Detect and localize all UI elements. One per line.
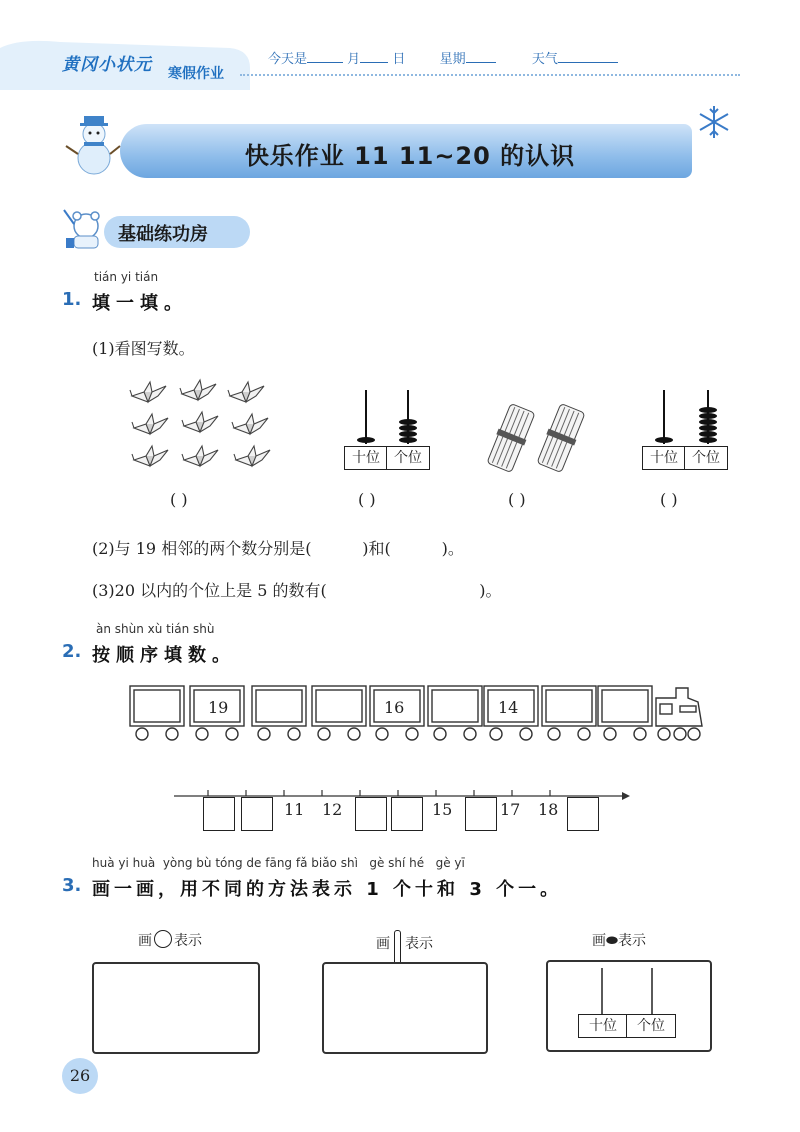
drawing-area-circles[interactable] bbox=[92, 962, 260, 1054]
brand-logo: 黄冈小状元 bbox=[62, 55, 152, 75]
number-line-label-15: 15 bbox=[432, 800, 453, 819]
q2-number: 2. bbox=[62, 641, 82, 662]
q1-sub3[interactable]: (3)20 以内的个位上是 5 的数有( )。 bbox=[92, 581, 502, 600]
q1-title: 填一填。 bbox=[92, 293, 188, 314]
weather-label: 天气 bbox=[531, 52, 558, 67]
month-label: 月 bbox=[347, 52, 361, 67]
q1-sub1: (1)看图写数。 bbox=[92, 339, 195, 358]
q3-number: 3. bbox=[62, 875, 82, 896]
q2-title: 按顺序填数。 bbox=[92, 645, 236, 666]
number-line-label-18: 18 bbox=[538, 800, 559, 819]
abacus2-ones-label: 个位 bbox=[684, 446, 728, 470]
q1-sub2[interactable]: (2)与 19 相邻的两个数分别是( )和( )。 bbox=[92, 539, 464, 558]
date-row bbox=[268, 48, 618, 67]
number-line-box[interactable] bbox=[567, 797, 599, 831]
header-divider bbox=[240, 74, 740, 76]
answer-paren-abacus1[interactable]: ( ) bbox=[358, 490, 376, 509]
brand-subtitle: 寒假作业 bbox=[168, 66, 224, 82]
circle-icon bbox=[154, 930, 172, 948]
day-label: 日 bbox=[392, 52, 406, 67]
number-line-label-12: 12 bbox=[322, 800, 343, 819]
section-label: 基础练功房 bbox=[118, 224, 208, 245]
abacus-2-image bbox=[644, 388, 734, 446]
draw-label-bead: 画⬬表示 bbox=[592, 933, 646, 949]
drawing-area-sticks[interactable] bbox=[322, 962, 488, 1054]
train-car-number-19: 19 bbox=[208, 698, 229, 717]
answer-paren-cranes[interactable]: ( ) bbox=[170, 490, 188, 509]
draw-label-stick: 画 表示 bbox=[376, 930, 433, 966]
abacus-1-image bbox=[344, 388, 434, 446]
abacus1-ones-label: 个位 bbox=[386, 446, 430, 470]
paper-cranes-image bbox=[128, 378, 278, 478]
draw-abacus-tens-label: 十位 bbox=[578, 1014, 628, 1038]
number-line-box[interactable] bbox=[241, 797, 273, 831]
number-line-box[interactable] bbox=[203, 797, 235, 831]
q3-pinyin: huà yi huà yòng bù tóng de fāng fǎ biǎo shì gè shí hé gè yī bbox=[92, 856, 465, 870]
stick-bundles-image bbox=[486, 402, 586, 474]
draw-label-circle: 画 表示 bbox=[138, 930, 202, 950]
q1-pinyin: tián yi tián bbox=[94, 270, 159, 284]
number-line-box[interactable] bbox=[355, 797, 387, 831]
q3-title: 画一画，用不同的方法表示 1 个十和 3 个一。 bbox=[92, 879, 563, 900]
today-label: 今天是 bbox=[268, 52, 308, 67]
train-car-number-14: 14 bbox=[498, 698, 519, 717]
abacus1-tens-label: 十位 bbox=[344, 446, 388, 470]
stick-icon bbox=[394, 930, 401, 966]
q1-number: 1. bbox=[62, 289, 82, 310]
snowflake-icon bbox=[696, 104, 732, 140]
page-number: 26 bbox=[62, 1058, 98, 1094]
answer-paren-abacus2[interactable]: ( ) bbox=[660, 490, 678, 509]
snowman-icon bbox=[62, 110, 122, 176]
draw-abacus-ones-label: 个位 bbox=[626, 1014, 676, 1038]
q2-pinyin: àn shùn xù tián shù bbox=[96, 622, 215, 636]
abacus2-tens-label: 十位 bbox=[642, 446, 686, 470]
weekday-label: 星期 bbox=[439, 52, 466, 67]
number-line-label-17: 17 bbox=[500, 800, 521, 819]
train-car-number-16: 16 bbox=[384, 698, 405, 717]
answer-paren-sticks[interactable]: ( ) bbox=[508, 490, 526, 509]
page-title: 快乐作业 11 11~20 的认识 bbox=[244, 142, 576, 170]
number-line-label-11: 11 bbox=[284, 800, 305, 819]
number-line-box[interactable] bbox=[391, 797, 423, 831]
bear-mascot-icon bbox=[60, 204, 108, 252]
number-line-box[interactable] bbox=[465, 797, 497, 831]
